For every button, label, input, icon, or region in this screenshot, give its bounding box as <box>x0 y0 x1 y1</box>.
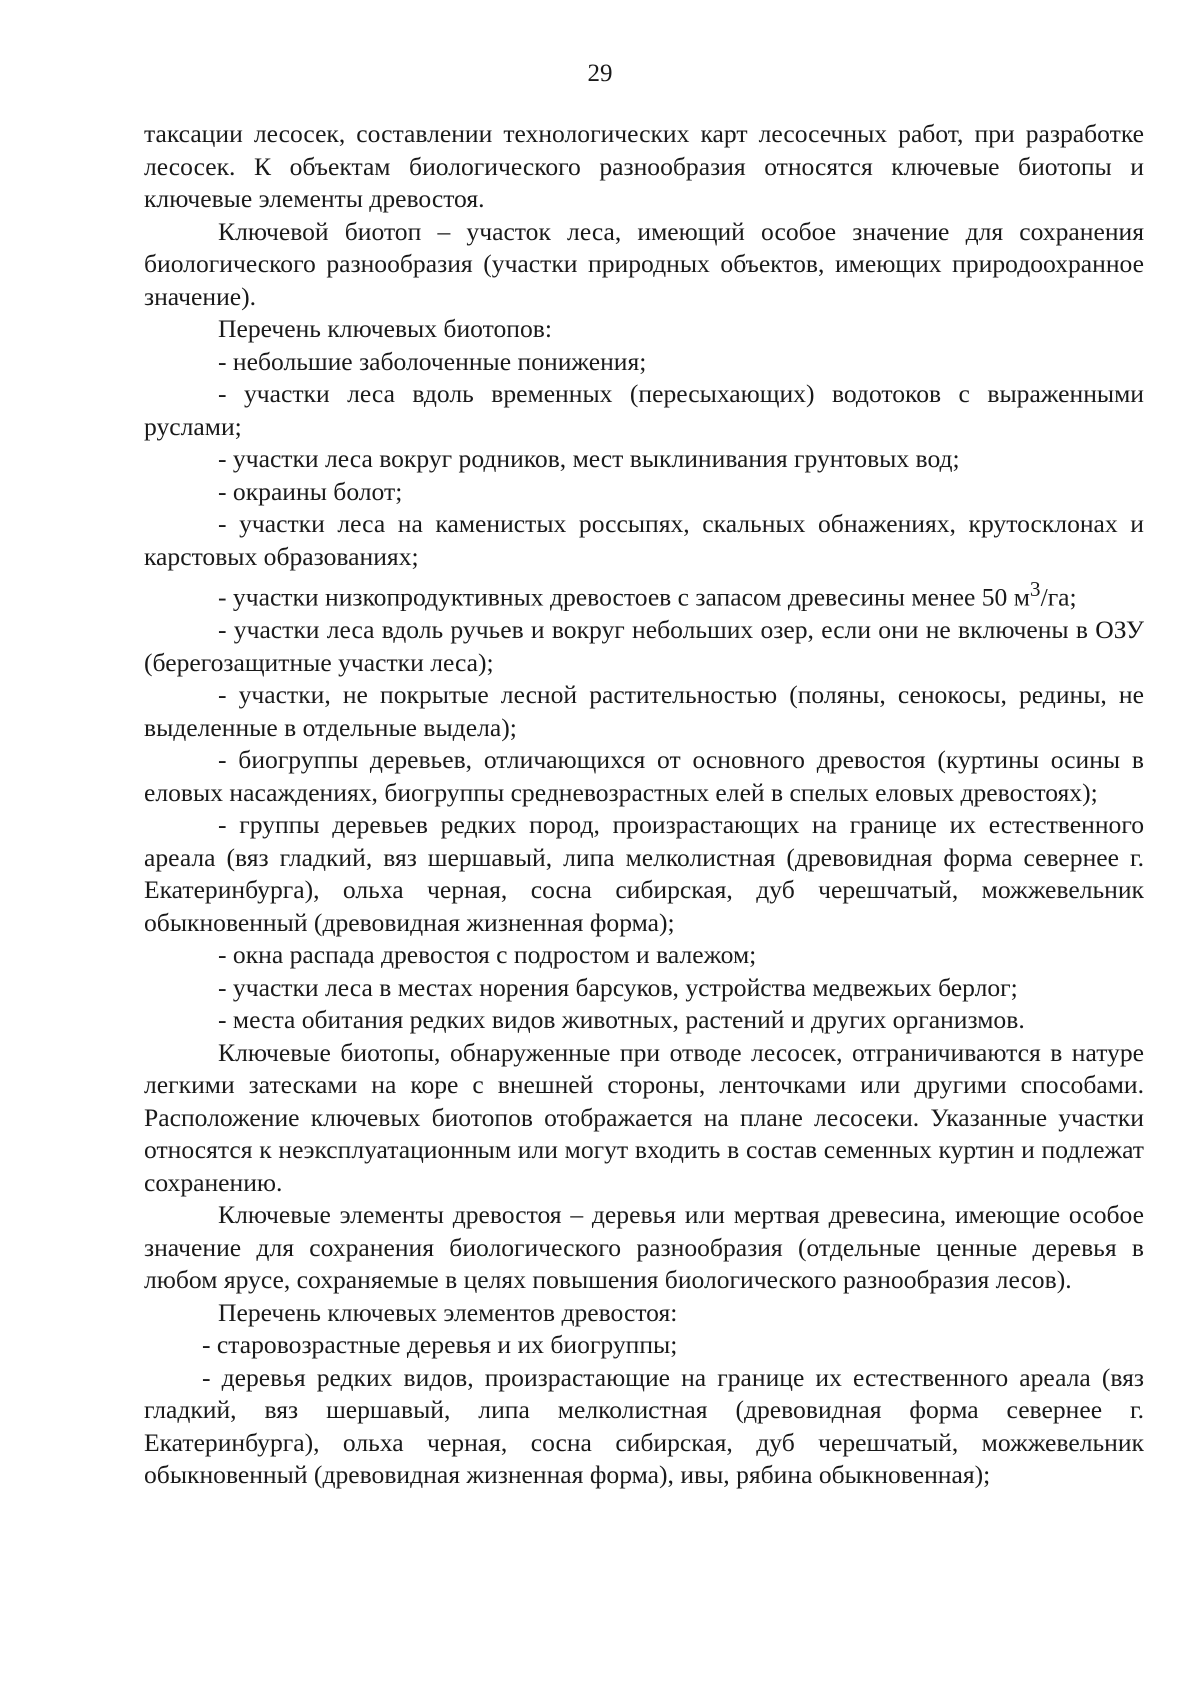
document-body <box>144 118 1144 1492</box>
list-item: - места обитания редких видов животных, растений и других организмов. <box>218 1005 1025 1035</box>
paragraph: Ключевой биотоп – участок леса, имеющий особое значение для сохранения биологического разнообразия (участки природных объектов, имеющих природоохранное значение). <box>144 216 1144 311</box>
list-item: - небольшие заболоченные понижения; <box>218 346 647 376</box>
paragraph: Ключевые биотопы, обнаруженные при отводе лесосек, отграничиваются в натуре легкими затесками на коре с внешней стороны, ленточками или другими способами. Расположение ключевых биотопов отображается на плане лесосеки. Указанные участки относятся к неэксплуатационным или могут входить в состав семенных куртин и подлежат сохранению. <box>144 1037 1144 1197</box>
list-item-text: - участки низкопродуктивных древостоев с запасом древесины менее 50 <box>218 582 1014 612</box>
unit-tail: /га; <box>1040 582 1077 612</box>
list-item: - окна распада древостоя с подростом и валежом; <box>218 940 757 970</box>
paragraph: Ключевые элементы древостоя – деревья или мертвая древесина, имеющие особое значение для сохранения биологического разнообразия (отдельные ценные деревья в любом ярусе, сохраняемые в целях повышения биологического разнообразия лесов). <box>144 1200 1144 1295</box>
list-item: - участки леса вокруг родников, мест выклинивания грунтовых вод; <box>218 444 960 473</box>
unit-superscript: 3 <box>1029 577 1041 601</box>
list-heading: Перечень ключевых элементов древостоя: <box>218 1297 678 1327</box>
list-item: - деревья редких видов, произрастающие на границе их естественного ареала (вяз гладкий, вяз шершавый, липа мелколистная (древовидная форма севернее г. Екатеринбурга), ольха черная, сосна сибирская, дуб черешчатый, можжевельник обыкновенный (древовидная жизненная форма), ивы, рябина обыкновенная); <box>144 1362 1144 1490</box>
list-item: - участки леса в местах норения барсуков, устройства медвежьих берлог; <box>218 972 1018 1002</box>
list-item: - участки, не покрытые лесной растительностью (поляны, сенокосы, редины, не выделенные в отдельные выдела); <box>144 680 1144 742</box>
list-item: - группы деревьев редких пород, произрастающих на границе их естественного ареала (вяз гладкий, вяз шершавый, липа мелколистная (древовидная форма севернее г. Екатеринбурга), ольха черная, сосна сибирская, дуб черешчатый, можжевельник обыкновенный (древовидная жизненная форма); <box>144 810 1144 937</box>
list-item: - участки леса на каменистых россыпях, скальных обнажениях, крутосклонах и карстовых образованиях; <box>144 509 1144 571</box>
list-item: - участки леса вдоль временных (пересыхающих) водотоков с выраженными руслами; <box>144 379 1144 441</box>
list-item: - окраины болот; <box>218 476 403 506</box>
unit-base: м <box>1013 582 1030 612</box>
list-item: - участки леса вдоль ручьев и вокруг небольших озер, если они не включены в ОЗУ (берегозащитные участки леса); <box>144 615 1144 677</box>
page-number: 29 <box>587 60 613 87</box>
paragraph: таксации лесосек, составлении технологических карт лесосечных работ, при разработке лесосек. К объектам биологического разнообразия относятся ключевые биотопы и ключевые элементы древостоя. <box>144 119 1144 213</box>
list-item: - биогруппы деревьев, отличающихся от основного древостоя (куртины осины в еловых насаждениях, биогруппы средневозрастных елей в спелых еловых древостоях); <box>144 745 1144 807</box>
list-item <box>144 573 1144 614</box>
list-item: - старовозрастные деревья и их биогруппы; <box>202 1330 678 1360</box>
list-heading: Перечень ключевых биотопов: <box>218 314 552 343</box>
